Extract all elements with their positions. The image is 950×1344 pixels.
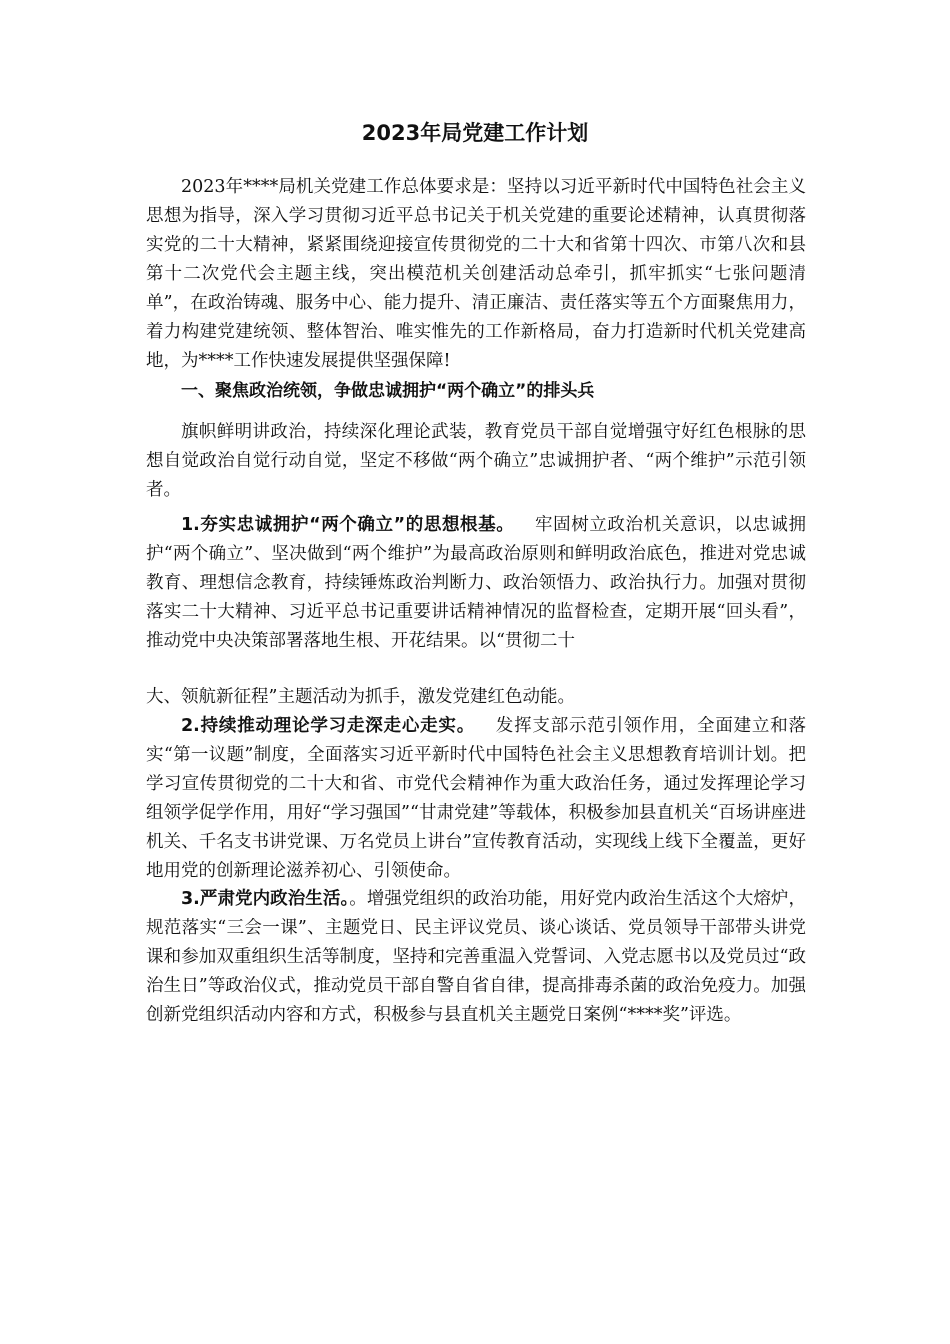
- item-1-tail: 大、领航新征程”主题活动为抓手，激发党建红色动能。: [146, 687, 575, 707]
- section-1-summary: 旗帜鲜明讲政治，持续深化理论武装，教育党员干部自觉增强守好红色根脉的思想自觉政治自觉行动自觉，坚定不移做“两个确立”忠诚拥护者、“两个维护”示范引领者。: [146, 422, 806, 500]
- item-2-lead: 2.持续推动理论学习走深走心走实。: [181, 716, 476, 736]
- item-2-paragraph: [146, 712, 806, 886]
- item-1-paragraph: [146, 511, 806, 656]
- item-3-paragraph: [146, 885, 806, 1030]
- item-3-body: 。增强党组织的政治功能，用好党内政治生活这个大熔炉，规范落实“三会一课”、主题党日、民主评议党员、谈心谈话、党员领导干部带头讲党课和参加双重组织生活等制度，坚持和完善重温入党誓词、入党志愿书以及党员过“政治生日”等政治仪式，推动党员干部自警自省自律，提高排毒杀菌的政治免疫力。加强创新党组织活动内容和方式，积极参与县直机关主题党日案例“****奖”评选。: [146, 889, 806, 1025]
- section-1-heading: 一、聚焦政治统领，争做忠诚拥护“两个确立”的排头兵: [181, 381, 595, 401]
- intro-paragraph: 2023年****局机关党建工作总体要求是：坚持以习近平新时代中国特色社会主义思想为指导，深入学习贯彻习近平总书记关于机关党建的重要论述精神，认真贯彻落实党的二十大精神，紧紧围绕迎接宣传贯彻党的二十大和省第十四次、市第八次和县第十二次党代会主题主线，突出模范机关创建活动总牵引，抓牢抓实“七张问题清单”，在政治铸魂、服务中心、能力提升、清正廉洁、责任落实等五个方面聚焦用力，着力构建党建统领、整体智治、唯实惟先的工作新格局，奋力打造新时代机关党建高地，为****工作快速发展提供坚强保障!: [146, 177, 806, 371]
- document-title: 2023年局党建工作计划: [361, 121, 589, 145]
- item-1-lead: 1.夯实忠诚拥护“两个确立”的思想根基。: [181, 515, 515, 535]
- item-1-body: 牢固树立政治机关意识，以忠诚拥护“两个确立”、坚决做到“两个维护”为最高政治原则和鲜明政治底色，推进对党忠诚教育、理想信念教育，持续锤炼政治判断力、政治领悟力、政治执行力。加强对贯彻落实二十大精神、习近平总书记重要讲话精神情况的监督检查，定期开展“回头看”，推动党中央决策部署落地生根、开花结果。以“贯彻二十: [146, 515, 807, 651]
- item-2-body: 发挥支部示范引领作用，全面建立和落实“第一议题”制度，全面落实习近平新时代中国特色社会主义思想教育培训计划。把学习宣传贯彻党的二十大和省、市党代会精神作为重大政治任务，通过发挥理论学习组领学促学作用，用好“学习强国”“甘肃党建”等载体，积极参加县直机关“百场讲座进机关、千名支书讲党课、万名党员上讲台”宣传教育活动，实现线上线下全覆盖，更好地用党的创新理论滋养初心、引领使命。: [146, 716, 806, 881]
- item-3-lead: 3.严肃党内政治生活。: [181, 889, 350, 909]
